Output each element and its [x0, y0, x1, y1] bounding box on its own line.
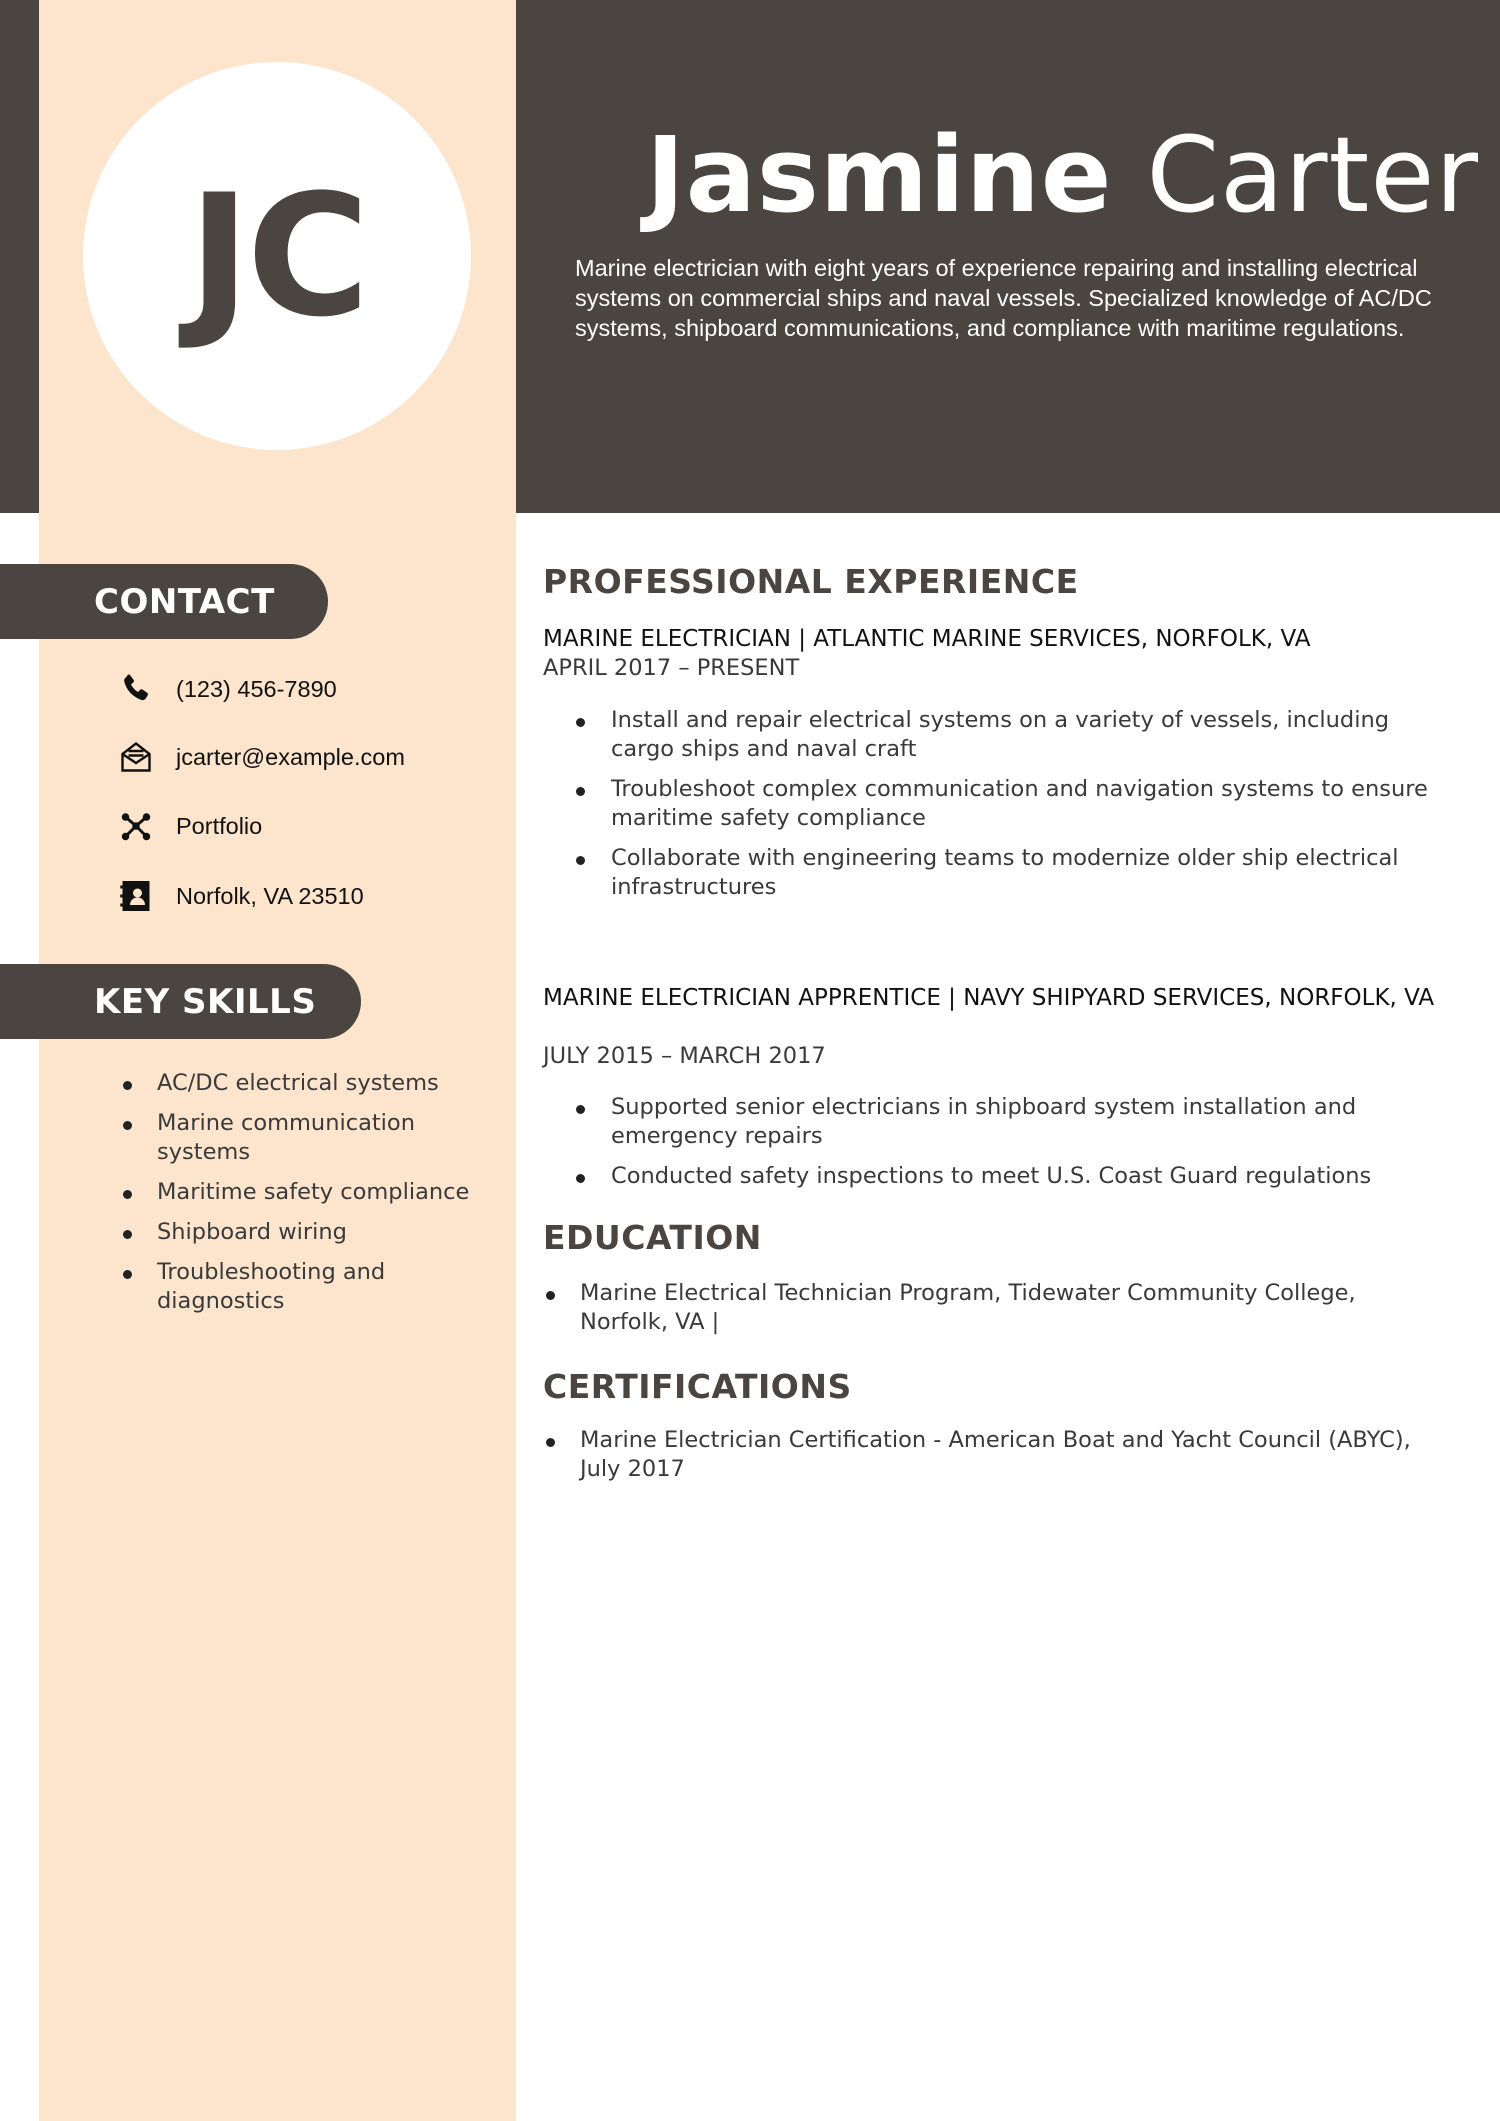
- portfolio-icon: [116, 806, 156, 846]
- list-item: Marine Electrical Technician Program, Tidewater Community College, Norfolk, VA |: [543, 1279, 1448, 1337]
- candidate-name: [646, 114, 1480, 236]
- contact-portfolio[interactable]: [116, 806, 262, 846]
- contact-email[interactable]: [116, 737, 405, 777]
- contact-address: [116, 876, 364, 916]
- key-skills-heading: KEY SKILLS: [0, 964, 361, 1039]
- list-item: Maritime safety compliance: [116, 1178, 476, 1207]
- list-item: Supported senior electricians in shipboard system installation and emergency repairs: [543, 1093, 1448, 1151]
- job-dates: JULY 2015 – MARCH 2017: [543, 1043, 826, 1069]
- job-dates: APRIL 2017 – PRESENT: [543, 655, 800, 681]
- job-bullets: [543, 1093, 1448, 1202]
- email-icon: [116, 737, 156, 777]
- certifications-heading: CERTIFICATIONS: [543, 1367, 852, 1406]
- phone-icon: [116, 669, 156, 709]
- last-name: Carter: [1146, 114, 1480, 236]
- monogram-text: JC: [188, 158, 366, 354]
- profile-summary: Marine electrician with eight years of experience repairing and installing electrical systems on commercial ships and naval vessels. Specialized knowledge of AC/DC systems, shipboard communications, and compliance with maritime regulations.: [575, 255, 1432, 341]
- job-title: MARINE ELECTRICIAN | ATLANTIC MARINE SERVICES, NORFOLK, VA: [543, 626, 1311, 652]
- first-name: Jasmine: [646, 114, 1113, 236]
- list-item: Conducted safety inspections to meet U.S. Coast Guard regulations: [543, 1162, 1448, 1191]
- contact-heading: CONTACT: [0, 564, 328, 639]
- contact-address-text: Norfolk, VA 23510: [176, 882, 364, 909]
- education-list: [543, 1279, 1448, 1348]
- education-heading: EDUCATION: [543, 1218, 762, 1257]
- monogram-avatar: [83, 62, 471, 450]
- list-item: Collaborate with engineering teams to modernize older ship electrical infrastructures: [543, 844, 1448, 902]
- list-item: Marine Electrician Certification - American Boat and Yacht Council (ABYC), July 2017: [543, 1426, 1448, 1484]
- list-item: Troubleshoot complex communication and navigation systems to ensure maritime safety compliance: [543, 775, 1448, 833]
- list-item: Install and repair electrical systems on a variety of vessels, including cargo ships and naval craft: [543, 706, 1448, 764]
- address-icon: [116, 876, 156, 916]
- certifications-list: [543, 1426, 1448, 1495]
- contact-portfolio-text: Portfolio: [176, 812, 263, 839]
- list-item: AC/DC electrical systems: [116, 1069, 476, 1098]
- list-item: Shipboard wiring: [116, 1218, 476, 1247]
- experience-heading: PROFESSIONAL EXPERIENCE: [543, 562, 1079, 601]
- contact-phone-text: (123) 456-7890: [176, 675, 337, 702]
- contact-email-text: jcarter@example.com: [176, 743, 405, 770]
- skills-list: [116, 1069, 476, 1327]
- list-item: Marine communication systems: [116, 1109, 476, 1167]
- contact-phone: [116, 669, 337, 709]
- list-item: Troubleshooting and diagnostics: [116, 1258, 476, 1316]
- job-bullets: [543, 706, 1448, 913]
- header-left-strip: [0, 0, 39, 513]
- job-title: MARINE ELECTRICIAN APPRENTICE | NAVY SHIPYARD SERVICES, NORFOLK, VA: [543, 985, 1435, 1011]
